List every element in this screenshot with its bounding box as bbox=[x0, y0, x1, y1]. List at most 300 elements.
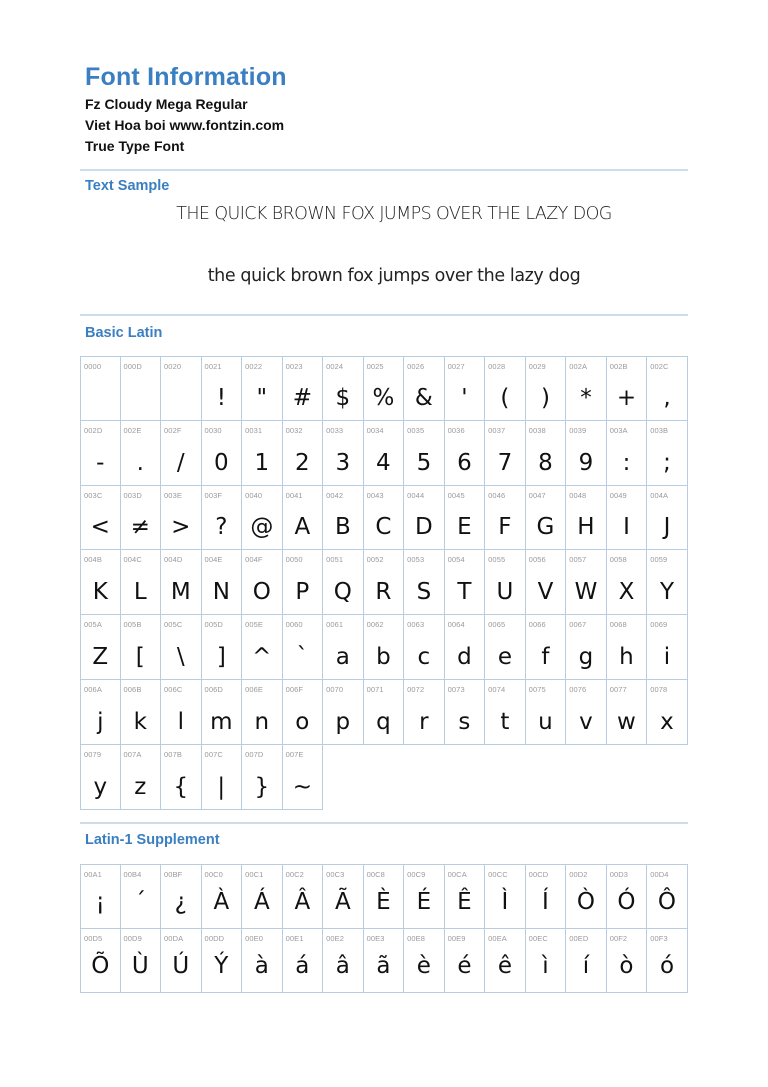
glyph-character: G bbox=[536, 514, 555, 541]
glyph-cell bbox=[121, 421, 162, 486]
glyph-character: Ú bbox=[172, 953, 190, 979]
glyph-character: ? bbox=[215, 514, 228, 541]
glyph-codepoint: 0027 bbox=[447, 362, 465, 371]
glyph-cell bbox=[202, 615, 243, 680]
glyph-codepoint: 0034 bbox=[366, 425, 384, 435]
glyph-codepoint: 003E bbox=[164, 490, 182, 500]
glyph-codepoint: 006E bbox=[245, 684, 263, 694]
glyph-codepoint: 0050 bbox=[285, 555, 303, 565]
glyph-character: ì bbox=[542, 953, 549, 979]
glyph-cell bbox=[566, 421, 607, 486]
glyph-cell bbox=[566, 680, 607, 745]
glyph-character: $ bbox=[335, 384, 351, 411]
glyph-codepoint: 007C bbox=[204, 749, 223, 759]
glyph-cell bbox=[404, 550, 445, 615]
glyph-cell bbox=[323, 486, 364, 551]
glyph-cell bbox=[647, 356, 688, 421]
glyph-codepoint: 006B bbox=[123, 684, 142, 694]
glyph-codepoint: 0064 bbox=[447, 620, 465, 630]
glyph-character: 0 bbox=[213, 449, 229, 476]
glyph-character: K bbox=[92, 579, 108, 606]
glyph-cell bbox=[445, 615, 486, 680]
glyph-codepoint: 0058 bbox=[609, 555, 627, 565]
glyph-cell bbox=[242, 550, 283, 615]
glyph-codepoint: 00D9 bbox=[123, 933, 142, 943]
glyph-codepoint: 003F bbox=[204, 490, 223, 500]
divider bbox=[80, 169, 688, 171]
page-title: Font Information bbox=[85, 63, 287, 91]
glyph-codepoint: 0059 bbox=[650, 555, 668, 565]
glyph-character: W bbox=[574, 579, 598, 606]
glyph-character: & bbox=[414, 384, 433, 411]
glyph-cell bbox=[607, 680, 648, 745]
glyph-character: > bbox=[171, 514, 191, 541]
section-title-text-sample: Text Sample bbox=[85, 178, 170, 194]
glyph-cell bbox=[161, 864, 202, 929]
glyph-codepoint: 0037 bbox=[488, 425, 506, 435]
glyph-codepoint: 0033 bbox=[326, 425, 344, 435]
glyph-cell bbox=[242, 486, 283, 551]
glyph-cell bbox=[202, 680, 243, 745]
glyph-character: g bbox=[578, 643, 594, 670]
glyph-codepoint: 0045 bbox=[447, 490, 465, 500]
glyph-character: u bbox=[538, 708, 553, 735]
glyph-character: 3 bbox=[335, 449, 351, 476]
glyph-character: F bbox=[498, 514, 512, 541]
glyph-cell bbox=[566, 550, 607, 615]
glyph-cell bbox=[202, 421, 243, 486]
glyph-cell bbox=[121, 680, 162, 745]
glyph-character: ê bbox=[497, 953, 512, 979]
basic-latin-grid bbox=[80, 356, 688, 810]
glyph-cell bbox=[121, 356, 162, 421]
glyph-cell bbox=[80, 356, 121, 421]
glyph-cell bbox=[121, 929, 162, 994]
glyph-cell bbox=[161, 421, 202, 486]
glyph-character: ´ bbox=[134, 888, 147, 915]
glyph-codepoint: 0029 bbox=[528, 362, 546, 371]
glyph-codepoint: 002F bbox=[164, 425, 182, 435]
glyph-character: A bbox=[294, 514, 311, 541]
glyph-codepoint: 00CD bbox=[528, 870, 549, 879]
glyph-codepoint: 00F2 bbox=[609, 933, 628, 943]
glyph-character: s bbox=[458, 708, 471, 735]
glyph-codepoint: 0047 bbox=[528, 490, 546, 500]
glyph-cell bbox=[364, 615, 405, 680]
glyph-codepoint: 0052 bbox=[366, 555, 384, 565]
glyph-cell bbox=[607, 421, 648, 486]
glyph-character: z bbox=[134, 773, 147, 800]
glyph-cell bbox=[566, 486, 607, 551]
glyph-cell bbox=[647, 550, 688, 615]
glyph-codepoint: 00D5 bbox=[84, 933, 103, 943]
glyph-character: E bbox=[457, 514, 472, 541]
glyph-codepoint: 00EA bbox=[488, 933, 507, 943]
glyph-codepoint: 004B bbox=[84, 555, 102, 565]
glyph-codepoint: 0000 bbox=[84, 362, 102, 371]
glyph-codepoint: 003A bbox=[609, 425, 628, 435]
glyph-character: ≠ bbox=[130, 514, 150, 541]
glyph-character: ; bbox=[663, 449, 671, 476]
glyph-character: . bbox=[136, 449, 144, 476]
glyph-codepoint: 00E8 bbox=[407, 933, 426, 943]
glyph-character: b bbox=[376, 643, 391, 670]
glyph-cell bbox=[485, 680, 526, 745]
glyph-codepoint: 0068 bbox=[609, 620, 627, 630]
glyph-character: m bbox=[210, 708, 233, 735]
glyph-character: } bbox=[254, 773, 270, 800]
glyph-codepoint: 0043 bbox=[366, 490, 384, 500]
glyph-character: i bbox=[663, 643, 671, 670]
glyph-cell bbox=[283, 421, 324, 486]
glyph-character: Ì bbox=[501, 888, 509, 915]
glyph-cell bbox=[242, 745, 283, 810]
glyph-codepoint: 00D2 bbox=[569, 870, 588, 879]
glyph-cell bbox=[80, 929, 121, 994]
glyph-codepoint: 006F bbox=[285, 684, 304, 694]
glyph-codepoint: 0053 bbox=[407, 555, 425, 565]
glyph-codepoint: 00C3 bbox=[326, 870, 345, 879]
glyph-cell bbox=[485, 486, 526, 551]
glyph-codepoint: 0020 bbox=[164, 362, 182, 371]
glyph-codepoint: 0069 bbox=[650, 620, 668, 630]
glyph-character: Â bbox=[294, 888, 311, 915]
glyph-character: O bbox=[252, 579, 271, 606]
glyph-cell bbox=[526, 356, 567, 421]
glyph-character: " bbox=[256, 384, 268, 411]
glyph-character: n bbox=[254, 708, 270, 735]
glyph-character: Ó bbox=[617, 888, 636, 915]
glyph-character: ¿ bbox=[174, 888, 187, 915]
glyph-codepoint: 0040 bbox=[245, 490, 263, 500]
glyph-cell bbox=[323, 680, 364, 745]
glyph-character: r bbox=[419, 708, 429, 735]
glyph-codepoint: 00E2 bbox=[326, 933, 345, 943]
glyph-codepoint: 00E1 bbox=[285, 933, 304, 943]
glyph-character: * bbox=[580, 384, 592, 411]
glyph-character: è bbox=[416, 953, 431, 979]
glyph-cell bbox=[364, 421, 405, 486]
glyph-cell bbox=[121, 864, 162, 929]
divider bbox=[80, 822, 688, 824]
glyph-character: a bbox=[335, 643, 350, 670]
glyph-character: p bbox=[335, 708, 351, 735]
glyph-codepoint: 0026 bbox=[407, 362, 425, 371]
glyph-codepoint: 0057 bbox=[569, 555, 587, 565]
glyph-codepoint: 003C bbox=[84, 490, 103, 500]
glyph-character: Z bbox=[92, 643, 109, 670]
glyph-codepoint: 0075 bbox=[528, 684, 546, 694]
glyph-codepoint: 004D bbox=[164, 555, 183, 565]
glyph-cell bbox=[80, 486, 121, 551]
glyph-cell bbox=[647, 864, 688, 929]
glyph-cell bbox=[647, 421, 688, 486]
glyph-character: ` bbox=[296, 643, 309, 670]
glyph-codepoint: 0056 bbox=[528, 555, 546, 565]
glyph-cell bbox=[283, 745, 324, 810]
glyph-character: ¡ bbox=[95, 888, 105, 915]
glyph-cell bbox=[323, 929, 364, 994]
glyph-cell bbox=[404, 929, 445, 994]
glyph-character: T bbox=[457, 579, 472, 606]
glyph-codepoint: 0022 bbox=[245, 362, 263, 371]
glyph-cell bbox=[80, 745, 121, 810]
glyph-codepoint: 00ED bbox=[569, 933, 589, 943]
glyph-cell bbox=[283, 680, 324, 745]
glyph-character: 7 bbox=[497, 449, 513, 476]
glyph-codepoint: 002D bbox=[84, 425, 103, 435]
glyph-character: ã bbox=[376, 953, 391, 979]
glyph-cell bbox=[80, 615, 121, 680]
glyph-codepoint: 0071 bbox=[366, 684, 384, 694]
glyph-character: d bbox=[457, 643, 472, 670]
glyph-character: k bbox=[133, 708, 147, 735]
glyph-cell bbox=[161, 615, 202, 680]
glyph-codepoint: 0066 bbox=[528, 620, 546, 630]
glyph-cell bbox=[647, 929, 688, 994]
glyph-character: È bbox=[376, 888, 391, 915]
glyph-codepoint: 0079 bbox=[84, 749, 102, 759]
glyph-cell bbox=[404, 486, 445, 551]
glyph-character: ò bbox=[619, 953, 634, 979]
glyph-character: | bbox=[217, 773, 226, 800]
glyph-character: [ bbox=[135, 643, 145, 670]
sample-uppercase: THE QUICK BROWN FOX JUMPS OVER THE LAZY DOG bbox=[176, 204, 612, 224]
glyph-cell bbox=[526, 421, 567, 486]
glyph-character: M bbox=[170, 579, 191, 606]
glyph-codepoint: 0070 bbox=[326, 684, 344, 694]
glyph-character: Á bbox=[253, 888, 270, 915]
glyph-cell bbox=[202, 486, 243, 551]
glyph-cell bbox=[283, 615, 324, 680]
glyph-codepoint: 0030 bbox=[204, 425, 222, 435]
glyph-codepoint: 0031 bbox=[245, 425, 263, 435]
glyph-codepoint: 0067 bbox=[569, 620, 587, 630]
glyph-character: l bbox=[177, 708, 184, 735]
glyph-cell bbox=[121, 745, 162, 810]
glyph-cell bbox=[80, 550, 121, 615]
glyph-cell bbox=[526, 486, 567, 551]
glyph-cell bbox=[242, 864, 283, 929]
glyph-codepoint: 00DA bbox=[164, 933, 184, 943]
glyph-cell bbox=[445, 680, 486, 745]
glyph-character: ó bbox=[659, 953, 675, 979]
sample-lowercase: the quick brown fox jumps over the lazy dog bbox=[207, 266, 581, 286]
glyph-cell bbox=[647, 486, 688, 551]
glyph-character: Õ bbox=[91, 953, 110, 979]
glyph-codepoint: 0063 bbox=[407, 620, 425, 630]
font-name: Fz Cloudy Mega Regular bbox=[85, 96, 248, 112]
glyph-character: Ý bbox=[214, 953, 229, 979]
glyph-character: á bbox=[295, 953, 310, 979]
glyph-cell bbox=[283, 550, 324, 615]
glyph-codepoint: 00E0 bbox=[245, 933, 263, 943]
glyph-character: Ù bbox=[131, 953, 149, 979]
glyph-codepoint: 0023 bbox=[285, 362, 303, 371]
glyph-character: < bbox=[90, 514, 110, 541]
glyph-cell bbox=[404, 615, 445, 680]
glyph-character: e bbox=[497, 643, 512, 670]
glyph-codepoint: 0065 bbox=[488, 620, 506, 630]
glyph-codepoint: 006D bbox=[204, 684, 223, 694]
glyph-character: # bbox=[292, 384, 312, 411]
glyph-character: 5 bbox=[416, 449, 432, 476]
latin1-supplement-grid bbox=[80, 864, 688, 993]
glyph-cell bbox=[161, 929, 202, 994]
glyph-codepoint: 0048 bbox=[569, 490, 587, 500]
glyph-character: é bbox=[457, 953, 472, 979]
glyph-cell bbox=[607, 356, 648, 421]
glyph-cell bbox=[445, 864, 486, 929]
glyph-codepoint: 00E3 bbox=[366, 933, 385, 943]
glyph-character: h bbox=[619, 643, 634, 670]
glyph-character: U bbox=[496, 579, 514, 606]
glyph-cell bbox=[485, 929, 526, 994]
glyph-cell bbox=[202, 550, 243, 615]
glyph-codepoint: 0032 bbox=[285, 425, 303, 435]
glyph-codepoint: 0024 bbox=[326, 362, 344, 371]
glyph-codepoint: 0046 bbox=[488, 490, 506, 500]
glyph-character: Ã bbox=[334, 888, 351, 915]
glyph-codepoint: 002A bbox=[569, 362, 588, 371]
glyph-cell bbox=[242, 680, 283, 745]
glyph-codepoint: 0039 bbox=[569, 425, 587, 435]
glyph-codepoint: 0054 bbox=[447, 555, 465, 565]
glyph-cell bbox=[364, 929, 405, 994]
glyph-codepoint: 0060 bbox=[285, 620, 303, 630]
glyph-cell bbox=[485, 615, 526, 680]
glyph-codepoint: 00E9 bbox=[447, 933, 466, 943]
glyph-codepoint: 00C8 bbox=[366, 870, 385, 879]
glyph-cell bbox=[404, 864, 445, 929]
glyph-cell bbox=[607, 486, 648, 551]
glyph-codepoint: 0021 bbox=[204, 362, 222, 371]
glyph-cell bbox=[202, 745, 243, 810]
glyph-codepoint: 0077 bbox=[609, 684, 627, 694]
glyph-codepoint: 00C2 bbox=[285, 870, 304, 879]
glyph-character: y bbox=[93, 773, 108, 800]
glyph-codepoint: 004A bbox=[650, 490, 669, 500]
font-type: True Type Font bbox=[85, 138, 185, 154]
glyph-character: % bbox=[372, 384, 395, 411]
glyph-character: N bbox=[212, 579, 230, 606]
glyph-cell bbox=[364, 864, 405, 929]
glyph-cell bbox=[364, 356, 405, 421]
glyph-character: Í bbox=[542, 888, 549, 915]
glyph-character: Y bbox=[659, 579, 674, 606]
glyph-character: x bbox=[660, 708, 674, 735]
glyph-codepoint: 005B bbox=[123, 620, 142, 630]
glyph-codepoint: 0044 bbox=[407, 490, 425, 500]
glyph-codepoint: 0061 bbox=[326, 620, 344, 630]
glyph-character: q bbox=[376, 708, 391, 735]
glyph-cell bbox=[161, 680, 202, 745]
glyph-cell bbox=[607, 615, 648, 680]
glyph-codepoint: 004C bbox=[123, 555, 142, 565]
glyph-codepoint: 007A bbox=[123, 749, 142, 759]
glyph-character: L bbox=[133, 579, 147, 606]
glyph-codepoint: 00B4 bbox=[123, 870, 142, 879]
glyph-codepoint: 006A bbox=[84, 684, 102, 694]
glyph-cell bbox=[242, 929, 283, 994]
divider bbox=[80, 314, 688, 316]
glyph-codepoint: 00A1 bbox=[84, 870, 102, 879]
glyph-character: J bbox=[663, 514, 671, 541]
glyph-codepoint: 005C bbox=[164, 620, 183, 630]
glyph-cell bbox=[526, 864, 567, 929]
glyph-cell bbox=[607, 550, 648, 615]
glyph-codepoint: 00C9 bbox=[407, 870, 426, 879]
glyph-codepoint: 0073 bbox=[447, 684, 465, 694]
glyph-cell bbox=[404, 356, 445, 421]
glyph-cell bbox=[566, 615, 607, 680]
glyph-character: , bbox=[663, 384, 671, 411]
glyph-cell bbox=[121, 550, 162, 615]
glyph-cell bbox=[283, 486, 324, 551]
glyph-character: X bbox=[618, 579, 635, 606]
glyph-codepoint: 0055 bbox=[488, 555, 506, 565]
glyph-cell bbox=[242, 356, 283, 421]
glyph-character: : bbox=[622, 449, 631, 476]
glyph-cell bbox=[242, 615, 283, 680]
glyph-codepoint: 005E bbox=[245, 620, 263, 630]
glyph-character: ' bbox=[461, 384, 468, 411]
glyph-cell bbox=[526, 929, 567, 994]
glyph-codepoint: 002B bbox=[609, 362, 628, 371]
glyph-cell bbox=[323, 615, 364, 680]
glyph-character: à bbox=[254, 953, 269, 979]
glyph-character: 1 bbox=[254, 449, 270, 476]
glyph-cell bbox=[121, 615, 162, 680]
glyph-character: í bbox=[582, 953, 590, 979]
glyph-cell bbox=[323, 864, 364, 929]
glyph-codepoint: 0035 bbox=[407, 425, 425, 435]
glyph-character: v bbox=[579, 708, 593, 735]
glyph-character: \ bbox=[176, 643, 185, 670]
glyph-codepoint: 0076 bbox=[569, 684, 587, 694]
glyph-cell bbox=[404, 421, 445, 486]
glyph-character: f bbox=[541, 643, 550, 670]
glyph-character: É bbox=[416, 888, 432, 915]
glyph-cell bbox=[526, 615, 567, 680]
glyph-character: ! bbox=[216, 384, 226, 411]
glyph-codepoint: 0042 bbox=[326, 490, 344, 500]
glyph-character: { bbox=[173, 773, 189, 800]
glyph-cell bbox=[80, 864, 121, 929]
glyph-codepoint: 0041 bbox=[285, 490, 303, 500]
glyph-codepoint: 005A bbox=[84, 620, 102, 630]
glyph-character: o bbox=[295, 708, 310, 735]
glyph-cell bbox=[404, 680, 445, 745]
glyph-codepoint: 00DD bbox=[204, 933, 225, 943]
glyph-character: â bbox=[335, 953, 350, 979]
glyph-cell bbox=[242, 421, 283, 486]
glyph-cell bbox=[566, 929, 607, 994]
glyph-cell bbox=[121, 486, 162, 551]
glyph-cell bbox=[323, 421, 364, 486]
glyph-codepoint: 003B bbox=[650, 425, 669, 435]
glyph-character: ~ bbox=[292, 773, 312, 800]
glyph-codepoint: 0062 bbox=[366, 620, 384, 630]
glyph-character: 4 bbox=[376, 449, 391, 476]
glyph-codepoint: 00CC bbox=[488, 870, 508, 879]
glyph-character: Ê bbox=[457, 888, 472, 915]
glyph-cell bbox=[526, 680, 567, 745]
glyph-codepoint: 004F bbox=[245, 555, 263, 565]
glyph-cell bbox=[566, 356, 607, 421]
glyph-cell bbox=[161, 550, 202, 615]
section-title-basic-latin: Basic Latin bbox=[85, 325, 163, 341]
